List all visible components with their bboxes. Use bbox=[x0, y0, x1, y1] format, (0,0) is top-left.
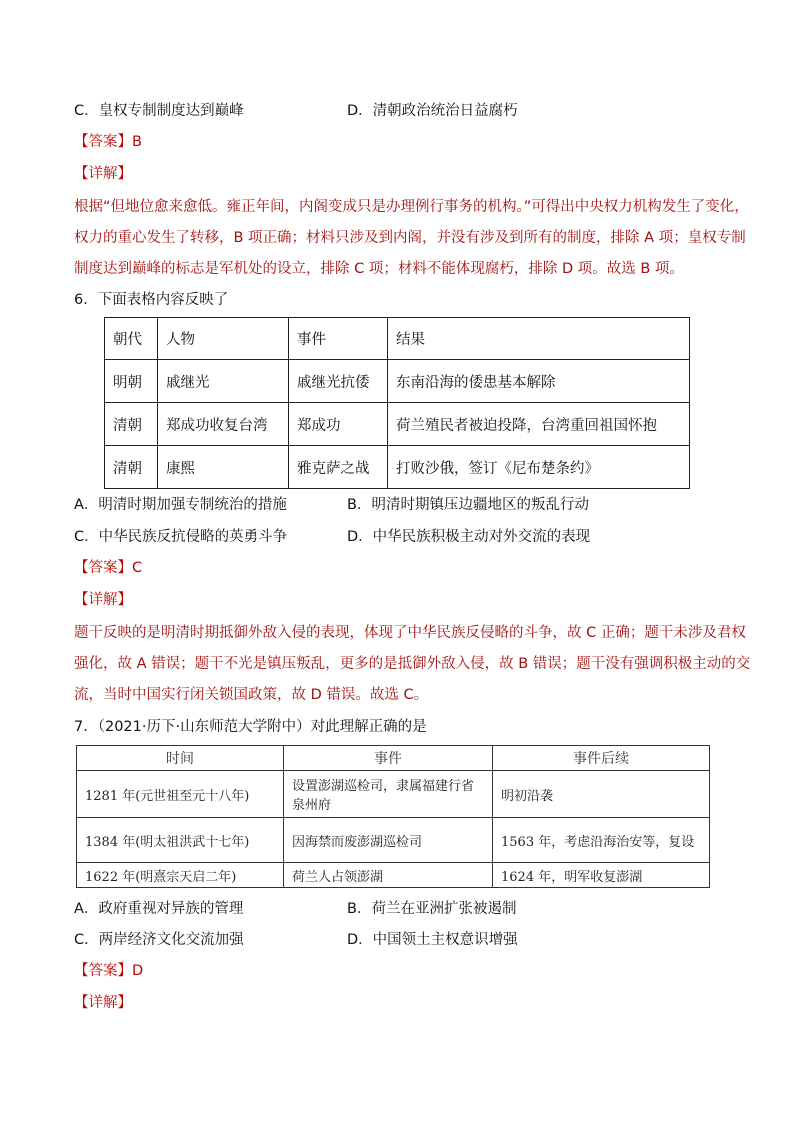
answer-label: 【答案】 bbox=[74, 134, 132, 150]
table-cell: 清朝 bbox=[105, 446, 158, 489]
table-cell: 1563 年，考虑沿海治安等，复设 bbox=[493, 818, 710, 863]
table-header-cell: 事件 bbox=[289, 318, 388, 360]
explanation-line: 制度达到巅峰的标志是军机处的设立，排除 C 项；材料不能体现腐朽，排除 D 项。故选 B 项。 bbox=[74, 261, 684, 277]
table-header-cell: 事件后续 bbox=[493, 746, 710, 771]
q7-option-a: A．政府重视对异族的管理 bbox=[74, 901, 244, 917]
table-row bbox=[77, 818, 710, 863]
table-cell: 清朝 bbox=[105, 403, 158, 446]
table-header-cell: 人物 bbox=[158, 318, 289, 360]
table-header-cell: 朝代 bbox=[105, 318, 158, 360]
q7-option-b: B．荷兰在亚洲扩张被遏制 bbox=[347, 901, 517, 917]
q6-stem: 6．下面表格内容反映了 bbox=[74, 292, 229, 308]
table-cell: 雅克萨之战 bbox=[289, 446, 388, 489]
table-row bbox=[77, 771, 710, 818]
q7-answer bbox=[74, 961, 143, 981]
table-header-cell: 时间 bbox=[77, 746, 284, 771]
table-cell: 郑成功 bbox=[289, 403, 388, 446]
table-header-row bbox=[105, 318, 690, 360]
explanation-line: 权力的重心发生了转移，B 项正确；材料只涉及到内阁，并没有涉及到所有的制度，排除 A 项；皇权专制 bbox=[74, 230, 746, 246]
table-cell: 戚继光抗倭 bbox=[289, 360, 388, 403]
table-cell: 荷兰殖民者被迫投降，台湾重回祖国怀抱 bbox=[388, 403, 690, 446]
explanation-line: 根据“但地位愈来愈低。雍正年间，内阁变成只是办理例行事务的机构。”可得出中央权力机构发生了变化， bbox=[74, 199, 749, 215]
table-cell: 明朝 bbox=[105, 360, 158, 403]
table-row bbox=[105, 360, 690, 403]
q5-option-c: C．皇权专制制度达到巅峰 bbox=[74, 103, 244, 119]
table-cell: 康熙 bbox=[158, 446, 289, 489]
answer-label: 【答案】 bbox=[74, 560, 132, 576]
table-cell: 1384 年(明太祖洪武十七年) bbox=[77, 818, 284, 863]
table-row bbox=[105, 446, 690, 489]
q5-option-d: D．清朝政治统治日益腐朽 bbox=[347, 103, 518, 119]
table-cell: 戚继光 bbox=[158, 360, 289, 403]
table-cell: 东南沿海的倭患基本解除 bbox=[388, 360, 690, 403]
q6-explanation bbox=[74, 618, 751, 711]
q7-option-c: C．两岸经济文化交流加强 bbox=[74, 932, 244, 948]
q7-stem: 7．（2021·历下·山东师范大学附中）对此理解正确的是 bbox=[74, 719, 427, 735]
table-cell: 1622 年(明熹宗天启二年) bbox=[77, 863, 284, 888]
q6-option-b: B．明清时期镇压边疆地区的叛乱行动 bbox=[347, 497, 589, 513]
table-cell: 郑成功收复台湾 bbox=[158, 403, 289, 446]
table-cell: 设置澎湖巡检司，隶属福建行省泉州府 bbox=[284, 771, 493, 818]
table-header-cell: 结果 bbox=[388, 318, 690, 360]
q7-detail-label: 【详解】 bbox=[74, 995, 132, 1011]
explanation-line: 流，当时中国实行闭关锁国政策，故 D 错误。故选 C。 bbox=[74, 687, 429, 703]
q6-option-a: A．明清时期加强专制统治的措施 bbox=[74, 497, 287, 513]
table-row bbox=[77, 863, 710, 888]
explanation-line: 强化，故 A 错误；题干不光是镇压叛乱，更多的是抵御外敌入侵，故 B 错误；题干没有强调积极主动的交 bbox=[74, 656, 751, 672]
q6-detail-label: 【详解】 bbox=[74, 592, 132, 608]
q5-detail-label: 【详解】 bbox=[74, 166, 132, 182]
answer-value: C bbox=[132, 560, 143, 576]
table-header-row bbox=[77, 746, 710, 771]
q7-table bbox=[76, 745, 710, 888]
answer-label: 【答案】 bbox=[74, 963, 132, 979]
q6-option-d: D．中华民族积极主动对外交流的表现 bbox=[347, 529, 591, 545]
table-cell: 因海禁而废澎湖巡检司 bbox=[284, 818, 493, 863]
q5-answer bbox=[74, 132, 142, 152]
q5-explanation bbox=[74, 192, 749, 285]
table-cell: 明初沿袭 bbox=[493, 771, 710, 818]
table-cell: 荷兰人占领澎湖 bbox=[284, 863, 493, 888]
table-header-cell: 事件 bbox=[284, 746, 493, 771]
table-cell: 打败沙俄，签订《尼布楚条约》 bbox=[388, 446, 690, 489]
q6-option-c: C．中华民族反抗侵略的英勇斗争 bbox=[74, 529, 288, 545]
explanation-line: 题干反映的是明清时期抵御外敌入侵的表现，体现了中华民族反侵略的斗争，故 C 正确；题干未涉及君权 bbox=[74, 625, 746, 641]
table-cell: 1624 年，明军收复澎湖 bbox=[493, 863, 710, 888]
q6-table bbox=[104, 317, 690, 489]
q7-option-d: D．中国领土主权意识增强 bbox=[347, 932, 518, 948]
table-cell: 1281 年(元世祖至元十八年) bbox=[77, 771, 284, 818]
answer-value: D bbox=[132, 963, 144, 979]
table-row bbox=[105, 403, 690, 446]
answer-value: B bbox=[132, 134, 142, 150]
q6-answer bbox=[74, 558, 142, 578]
